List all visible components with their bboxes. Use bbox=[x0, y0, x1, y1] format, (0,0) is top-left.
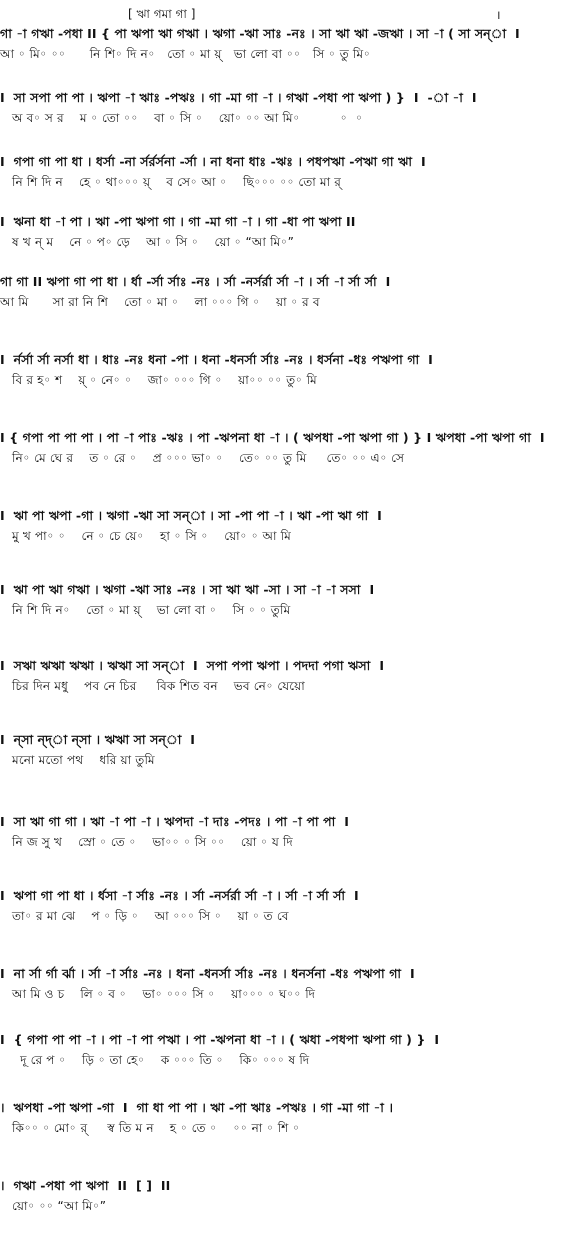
swara-line: I গপা গা পা ধা । ধর্সা -না র্সর্রর্সনা -র্সা । না ধনা ধাঃ -ঋঃ । পধপঋা -পঋা গা ঋা I bbox=[0, 154, 426, 169]
lyric-line: কি◦◦ ◦ মো◦ র্ স্ব তি ম ন হ ◦ তে ◦ ◦◦ না ◦ শি ◦ bbox=[0, 1121, 300, 1135]
swara-line: I ঋা পা ঋপা -গা । ঋগা -ঋা সা সন্‌া । সা -পা পা -া । ঋা -পা ঋা গা I bbox=[0, 508, 382, 523]
notation-block-8 bbox=[0, 506, 580, 546]
swara-line: I ন্‌সা ন্‌দ্‌া ন্‌সা । ঋঋা সা সন্‌া I bbox=[0, 732, 195, 747]
lyric-line: নি◦ মে ঘে র ত ◦ রে ◦ প্র ◦◦◦ ভা◦ ◦ তে◦ ◦◦ তু মি তে◦ ◦◦ এ◦ সে bbox=[0, 451, 405, 465]
swara-line: I ঋা পা ঋা গঋা । ঋগা -ঋা সাঃ -নঃ । সা ঋা ঋা -সা । সা -া -া সসা I bbox=[0, 582, 375, 597]
lyric-line: অ ব◦ স র ম ◦ তো ◦◦ বা ◦ সি ◦ য়ো◦ ◦◦ আ মি◦ ◦ ◦ bbox=[0, 111, 363, 125]
notation-block-14 bbox=[0, 964, 580, 1004]
notation-block-15 bbox=[0, 1030, 580, 1070]
swara-line: I র্নর্সা র্সা নর্সা ধা । ধাঃ -নঃ ধনা -পা । ধনা -ধনর্সা র্সাঃ -নঃ । ধর্সনা -ধঃ পঋপা গা I bbox=[0, 352, 433, 367]
lyric-line: নি জ সু খ স্রো ◦ তে ◦ ভা◦◦ ◦ সি ◦◦ য়ো ◦ য দি bbox=[0, 835, 293, 849]
lyric-line: আ মি সা রা নি শি তো ◦ মা ◦ লা ◦◦◦ গি ◦ য়া ◦ র ব bbox=[0, 295, 320, 309]
lyric-line: বি র হ◦ শ য়্ ◦ নে◦ ◦ জা◦ ◦◦◦ গি ◦ য়া◦◦ ◦◦ তু◦ মি bbox=[0, 373, 317, 387]
lyric-line: আ মি ও চ লি ◦ ব ◦ ভা◦ ◦◦◦ সি ◦ য়া◦◦◦ ◦ ঘ◦◦ দি bbox=[0, 987, 316, 1001]
lyric-line: মনো মতো পথ ধরি য়া তুমি bbox=[0, 753, 155, 767]
notation-block-13 bbox=[0, 886, 580, 926]
header-notation: [ ঋা গমা গা ] bbox=[128, 7, 196, 21]
header-line bbox=[0, 2, 580, 24]
swara-line: I না র্সা র্গা র্ঝা । র্সা -া র্সাঃ -নঃ । ধনা -ধনর্সা র্সাঃ -নঃ । ধনর্সনা -ধঃ পঋপা গা I bbox=[0, 966, 415, 981]
swara-line: I সা ঋা গা গা । ঋা -া পা -া । ঋপদা -া দাঃ -পদঃ । পা -া পা পা I bbox=[0, 814, 349, 829]
lyric-line: নি শি দি ন হে ◦ থা◦◦◦ য়্ ব সে◦ আ ◦ ছি◦◦◦ ◦◦ তো মা র্ bbox=[0, 175, 342, 189]
lyric-line: তা◦ র মা ঝে প ◦ ড়ি ◦ আ ◦◦◦ সি ◦ য়া ◦ ত বে bbox=[0, 909, 289, 923]
swara-line: I ঋপা গা পা ধা । র্ধসা -া র্সাঃ -নঃ । র্সা -নর্সর্রা র্সা -া । র্সা -া র্সা র্সা I bbox=[0, 888, 359, 903]
notation-block-7 bbox=[0, 428, 580, 468]
notation-block-4 bbox=[0, 212, 580, 252]
swara-line: I { গপা পা পা -া । পা -া পা পঋা । পা -ঋপনা ধা -া । ( ঋধা -পধপা ঋপা গা ) } I bbox=[0, 1032, 440, 1047]
notation-block-3 bbox=[0, 152, 580, 192]
swara-line: I { গপা পা পা পা । পা -া পাঃ -ঋঃ । পা -ঋপনা ধা -া । ( ঋপধা -পা ঋপা গা ) } I ঋপধা -পা ঋপা গা I bbox=[0, 430, 545, 445]
swara-line: । গঋা -পধা পা ঋপা II [ ] II bbox=[0, 1178, 171, 1193]
notation-block-9 bbox=[0, 580, 580, 620]
lyric-line: য়ো◦ ◦◦ “আ মি◦” bbox=[0, 1199, 107, 1213]
notation-block-1 bbox=[0, 24, 580, 64]
swara-line: গা -া গঋা -পধা II { পা ঋপা ঋা গঋা । ঋগা -ঋা সাঃ -নঃ । সা ঋা ঋা -জঋা । সা -া ( সা সন্‌া I bbox=[0, 26, 520, 41]
swara-line: I সা সপা পা পা । ঋপা -া ঋাঃ -পঋঃ । গা -মা গা -া । গঋা -পধা পা ঋপা ) } I -া -া I bbox=[0, 90, 477, 105]
lyric-line: নি শি দি ন◦ তো ◦ মা য়্ ভা লো বা ◦ সি ◦ ◦ তুমি bbox=[0, 603, 291, 617]
notation-block-6 bbox=[0, 350, 580, 390]
notation-block-5 bbox=[0, 272, 580, 312]
swara-line: গা গা II ঋপা গা পা ধা । র্ধা -র্সা র্সাঃ -নঃ । র্সা -নর্সর্রা র্সা -া । র্সা -া র্সা র্সা I bbox=[0, 274, 391, 289]
lyric-line: মু খ পা◦ ◦ নে ◦ চে য়ে◦ হা ◦ সি ◦ য়ো◦ ◦ আ মি bbox=[0, 529, 291, 543]
notation-block-11 bbox=[0, 730, 580, 770]
notation-block-17 bbox=[0, 1176, 580, 1216]
swara-line: I ঋনা ধা -া পা । ঋা -পা ঋপা গা । গা -মা গা -া । গা -ধা পা ঋপা II bbox=[0, 214, 356, 229]
notation-block-10 bbox=[0, 656, 580, 696]
swara-line: । ঋপধা -পা ঋপা -গা I গা ধা পা পা । ঋা -পা ঋাঃ -পঋঃ । গা -মা গা -া । bbox=[0, 1100, 394, 1115]
lyric-line: আ ◦ মি◦ ◦◦ নি শি◦ দি ন◦ তো ◦ মা য়্ ভা লো বা ◦◦ সি ◦ তু মি◦ bbox=[0, 47, 371, 61]
notation-block-12 bbox=[0, 812, 580, 852]
header-mark: । bbox=[496, 8, 501, 22]
lyric-line: চির দিন মধু পব নে চির বিক শিত বন ভব নে◦ যেয়ো bbox=[0, 679, 305, 693]
swara-line: I সঋা ঋঋা ঋঋা । ঋঋা সা সন্‌া I সপা পপা ঋপা । পদদা পগা ঋসা I bbox=[0, 658, 385, 673]
lyric-line: ষ খ ন্ ম নে ◦ প◦ ড়ে আ ◦ সি ◦ য়ো ◦ “আ মি◦” bbox=[0, 235, 295, 249]
notation-block-2 bbox=[0, 88, 580, 128]
lyric-line: দূ রে প ◦ ড়ি ◦ তা হে◦ ক ◦◦◦ তি ◦ কি◦ ◦◦◦ ষ দি bbox=[0, 1053, 310, 1067]
notation-block-16 bbox=[0, 1098, 580, 1138]
